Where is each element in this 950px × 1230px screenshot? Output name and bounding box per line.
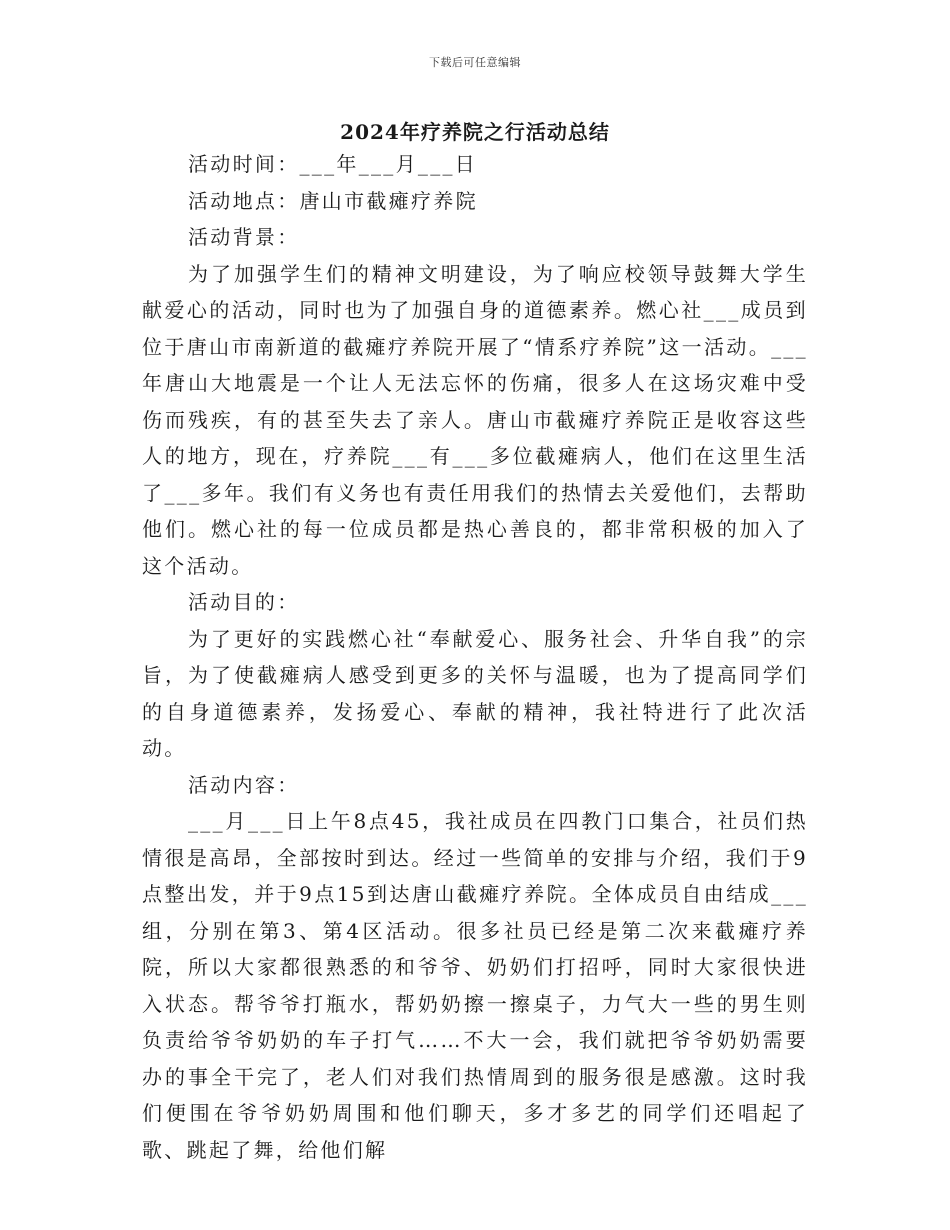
activity-location-line: 活动地点：唐山市截瘫疗养院 xyxy=(188,188,478,213)
purpose-heading: 活动目的： xyxy=(188,590,300,614)
content-paragraph: ___月___日上午8点45，我社成员在四教门口集合，社员们热情很是高昂，全部按时到达。经过一些简单的安排与介绍，我们于9点整出发，并于9点15到达唐山截瘫疗养院。全体成员自由结成___组，分别在第3、第4区活动。很多社员已经是第二次来截瘫疗养院，所以大家都很熟悉的和爷爷、奶奶们打招呼，同时大家很快进入状态。帮爷爷打瓶水，帮奶奶擦一擦桌子，力气大一些的男生则负责给爷爷奶奶的车子打气……不大一会，我们就把爷爷奶奶需要办的事全干完了，老人们对我们热情周到的服务很是感激。这时我们便围在爷爷奶奶周围和他们聊天，多才多艺的同学们还唱起了歌、跳起了舞，给他们解 xyxy=(142,809,808,1162)
purpose-paragraph: 为了更好的实践燃心社“奉献爱心、服务社会、升华自我”的宗旨，为了使截瘫病人感受到更多的关怀与温暖，也为了提高同学们的自身道德素养，发扬爱心、奉献的精神，我社特进行了此次活动。 xyxy=(142,626,808,760)
header-note: 下载后可任意编辑 xyxy=(429,56,521,69)
activity-time-line: 活动时间：___年___月___日 xyxy=(188,152,478,176)
background-paragraph: 为了加强学生们的精神文明建设，为了响应校领导鼓舞大学生献爱心的活动，同时也为了加强自身的道德素养。燃心社___成员到位于唐山市南新道的截瘫疗养院开展了“情系疗养院”这一活动。___年唐山大地震是一个让人无法忘怀的伤痛，很多人在这场灾难中受伤而残疾，有的甚至失去了亲人。唐山市截瘫疗养院正是收容这些人的地方，现在，疗养院___有___多位截瘫病人，他们在这里生活了___多年。我们有义务也有责任用我们的热情去关爱他们，去帮助他们。燃心社的每一位成员都是热心善良的，都非常积极的加入了这个活动。 xyxy=(142,261,808,578)
content-heading: 活动内容： xyxy=(188,772,300,797)
document-title: 2024年疗养院之行活动总结 xyxy=(340,120,610,144)
background-heading: 活动背景： xyxy=(188,225,300,249)
document-body xyxy=(142,146,808,1168)
